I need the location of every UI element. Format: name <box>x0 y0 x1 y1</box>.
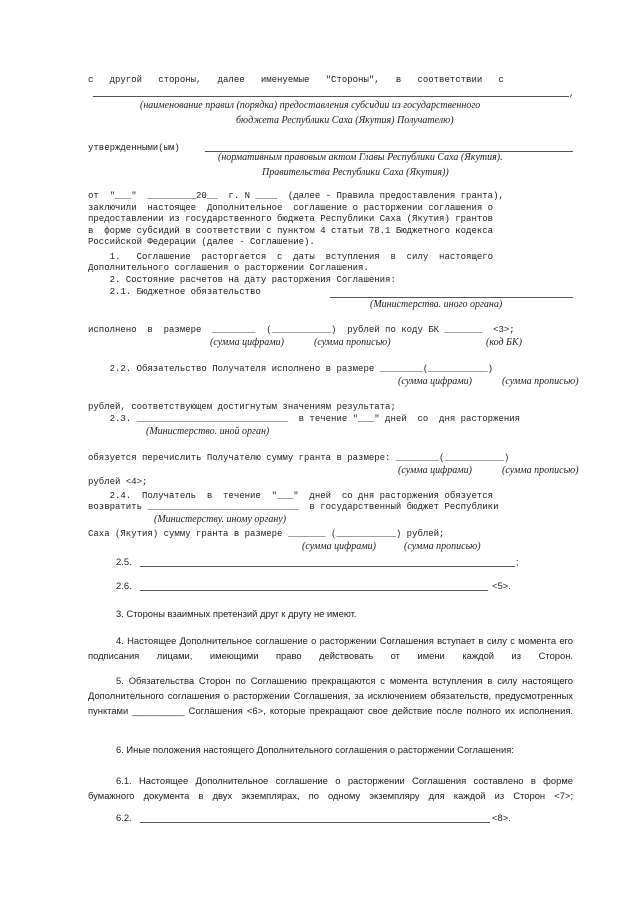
text-line: в форме субсидий в соответствии с пунктом 4 статьи 78.1 Бюджетного кодекса <box>88 226 494 236</box>
paragraph-5: 5. Обязательства Сторон по Соглашению прекращаются с момента вступления в силу настоящего Дополнительного соглашения о расторжении Соглашения, за исключением обязательств, предусмотренных пунктами __________ Соглашения <6>, которые прекращают свое действие после полного их исполнения. <box>88 675 573 716</box>
paragraph-3: 3. Стороны взаимных претензий друг к другу не имеют. <box>116 608 357 619</box>
field-caption: бюджета Республики Саха (Якутия) Получателю) <box>236 115 454 126</box>
text-line: 2.4. Получатель в течение "___" дней со дня расторжения обязуется <box>88 491 494 501</box>
text-line: 2.1. Бюджетное обязательство <box>88 287 261 297</box>
item-label: 6.2. <box>116 812 132 823</box>
field-caption: (нормативным правовым актом Главы Республики Саха (Якутия). <box>218 152 503 163</box>
text-line: 2.2. Обязательство Получателя исполнено в размере ________(___________) <box>88 364 494 374</box>
text-line: возвратить ____________________________ в государственный бюджет Республики <box>88 502 499 512</box>
field-caption: (сумма прописью) <box>404 541 481 552</box>
item-end: <5>. <box>492 580 511 591</box>
field-caption: (сумма прописью) <box>502 376 579 387</box>
text-line: рублей <4>; <box>88 477 148 487</box>
blank-line <box>140 590 488 591</box>
blank-line <box>93 96 569 97</box>
item-end: ; <box>516 556 519 567</box>
field-caption: (сумма цифрами) <box>302 541 376 552</box>
text-line: утвержденными(ым) <box>88 143 180 153</box>
field-caption: (сумма прописью) <box>314 337 391 348</box>
text-line: предоставлении из государственного бюджета Республики Саха (Якутия) грантов <box>88 214 494 224</box>
blank-line <box>330 297 573 298</box>
field-caption: (сумма цифрами) <box>398 376 472 387</box>
text-line: , <box>569 89 575 99</box>
text-line: заключили настоящее Дополнительное соглашение о расторжении соглашения о <box>88 203 494 213</box>
field-caption: (Министерства. иного органа) <box>370 299 503 310</box>
text-line: 1. Соглашение расторгается с даты вступления в силу настоящего <box>88 252 494 262</box>
field-caption: Правительства Республики Саха (Якутия)) <box>262 167 449 178</box>
text-line: от "___" _________20__ г. N ____ (далее - Правила предоставления гранта), <box>88 191 504 201</box>
blank-line <box>140 822 490 823</box>
text-line: Российской Федерации (далее - Соглашение). <box>88 237 315 247</box>
text-line: с другой стороны, далее именуемые "Стороны", в соответствии с <box>88 75 504 85</box>
text-line: обязуется перечислить Получателю сумму гранта в размере: ________(___________) <box>88 453 510 463</box>
text-line: Саха (Якутия) сумму гранта в размере _______ (___________) рублей; <box>88 529 445 539</box>
field-caption: (Министерству. иному органу) <box>154 514 287 525</box>
item-label: 2.5. <box>116 556 132 567</box>
text-line: Дополнительного соглашения о расторжении Соглашения. <box>88 263 369 273</box>
field-caption: (код БК) <box>486 337 522 348</box>
paragraph-6-1: 6.1. Настоящее Дополнительное соглашение о расторжении Соглашения составлено в форме бумажного документа в двух экземплярах, по одному экземпляру для каждой из Сторон <7>; <box>88 775 573 801</box>
text-line: 2. Состояние расчетов на дату расторжения Соглашения: <box>88 275 396 285</box>
text-line: исполнено в размере ________ (___________) рублей по коду БК _______ <3>; <box>88 325 515 335</box>
paragraph-6: 6. Иные положения настоящего Дополнительного соглашения о расторжении Соглашения: <box>116 744 514 755</box>
field-caption: (наименование правил (порядка) предоставления субсидии из государственного <box>140 100 481 111</box>
item-end: <8>. <box>492 812 511 823</box>
item-label: 2.6. <box>116 580 132 591</box>
text-line: 2.3. ____________________________ в течение "___" дней со дня расторжения <box>88 414 521 424</box>
field-caption: (сумма цифрами) <box>398 465 472 476</box>
field-caption: (сумма прописью) <box>502 465 579 476</box>
field-caption: (сумма цифрами) <box>210 337 284 348</box>
blank-line <box>140 566 515 567</box>
paragraph-4: 4. Настоящее Дополнительное соглашение о расторжении Соглашения вступает в силу с момента его подписания лицами, имеющими право действовать от имени каждой из Сторон. <box>88 635 573 661</box>
text-line: рублей, соответствующем достигнутым значениям результата; <box>88 402 396 412</box>
field-caption: (Министерство. иной орган) <box>146 426 270 437</box>
